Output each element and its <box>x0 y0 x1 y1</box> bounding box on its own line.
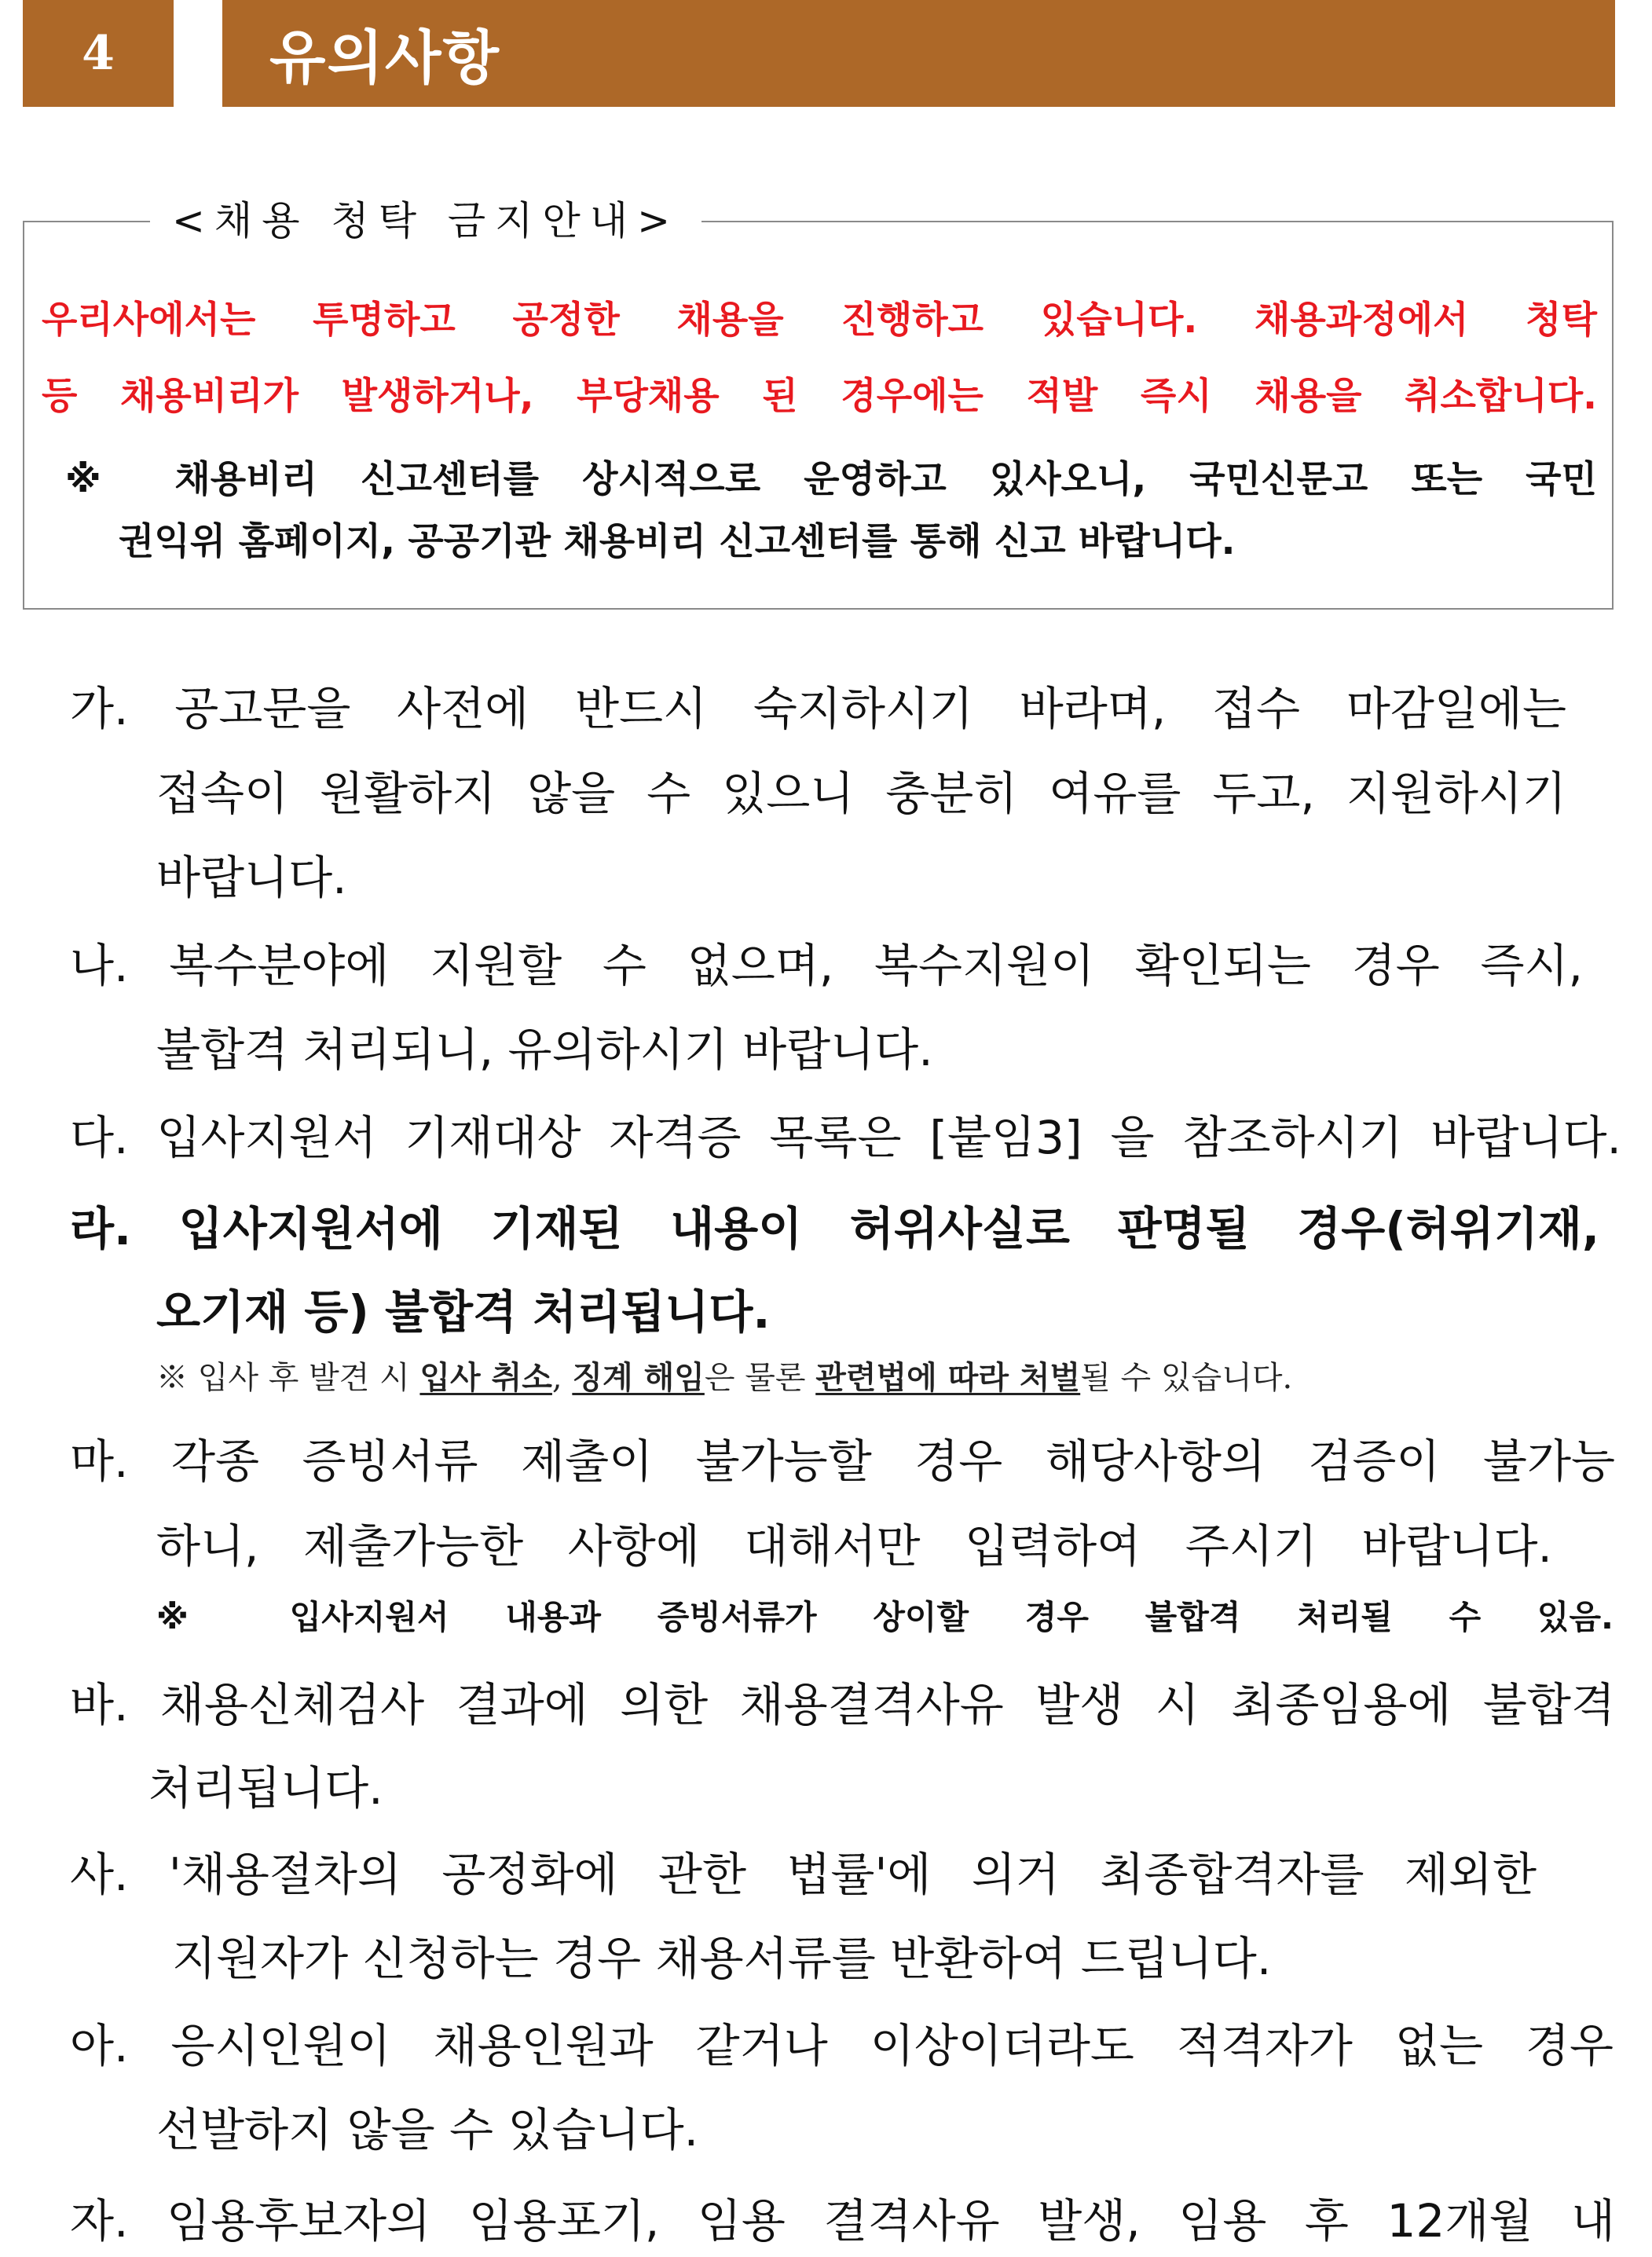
section-header-bar <box>222 0 1615 107</box>
item-ba-line-2: 처리됩니다. <box>148 1761 383 1815</box>
item-ra-line-1: 라. 입사지원서에 기재된 내용이 허위사실로 판명될 경우(허위기재, <box>70 1202 1599 1255</box>
item-ra-note <box>156 1354 1292 1401</box>
notice-report-line-1: ※ 채용비리 신고센터를 상시적으로 운영하고 있사오니, 국민신문고 또는 국민 <box>65 458 1597 501</box>
notice-red-line-1: 우리사에서는 투명하고 공정한 채용을 진행하고 있습니다. 채용과정에서 청탁 <box>42 299 1597 342</box>
item-sa-line-1: 사. '채용절차의 공정화에 관한 법률'에 의거 최종합격자를 제외한 <box>70 1848 1537 1901</box>
item-ga-line-2: 접속이 원활하지 않을 수 있으니 충분히 여유를 두고, 지원하시기 <box>156 767 1566 820</box>
ra-note-cancel: 입사 취소 <box>419 1359 552 1396</box>
item-a-line-2: 선발하지 않을 수 있습니다. <box>156 2103 699 2156</box>
item-ma-note: ※ 입사지원서 내용과 증빙서류가 상이할 경우 불합격 처리될 수 있음. <box>156 1598 1614 1636</box>
item-a-line-1: 아. 응시인원이 채용인원과 같거나 이상이더라도 적격자가 없는 경우 <box>70 2019 1614 2072</box>
notice-title: <채용 청탁 금지안내> <box>150 191 701 251</box>
section-number: 4 <box>23 0 174 107</box>
item-ba-line-1: 바. 채용신체검사 결과에 의한 채용결격사유 발생 시 최종임용에 불합격 <box>70 1678 1615 1731</box>
notice-red-line-2: 등 채용비리가 발생하거나, 부당채용 된 경우에는 적발 즉시 채용을 취소합니다. <box>42 375 1597 418</box>
ra-note-suffix: 될 수 있습니다. <box>1080 1360 1293 1396</box>
ra-note-dismissal: 징계 해임 <box>572 1359 705 1396</box>
item-ga-line-1: 가. 공고문을 사전에 반드시 숙지하시기 바라며, 접수 마감일에는 <box>70 682 1566 735</box>
notice-report-line-2: 권익위 홈페이지, 공공기관 채용비리 신고센터를 통해 신고 바랍니다. <box>119 520 1236 563</box>
item-na-line-2: 불합격 처리되니, 유의하시기 바랍니다. <box>156 1023 933 1076</box>
item-ma-line-1: 마. 각종 증빙서류 제출이 불가능할 경우 해당사항의 검증이 불가능 <box>70 1434 1615 1488</box>
ra-note-mid: 은 물론 <box>704 1360 816 1396</box>
item-sa-line-2: 지원자가 신청하는 경우 채용서류를 반환하여 드립니다. <box>172 1932 1272 1985</box>
notice-box <box>23 198 1614 610</box>
item-da-line-1: 다. 입사지원서 기재대상 자격증 목록은 [붙임3] 을 참조하시기 바랍니다. <box>70 1111 1621 1164</box>
section-title: 유의사항 <box>269 24 500 92</box>
ra-note-punishment: 관련법에 따라 처벌 <box>815 1359 1081 1396</box>
item-ja-line-1: 자. 임용후보자의 임용포기, 임용 결격사유 발생, 임용 후 12개월 내 <box>70 2194 1615 2248</box>
item-ma-line-2: 하니, 제출가능한 사항에 대해서만 입력하여 주시기 바랍니다. <box>156 1519 1552 1573</box>
item-ra-line-2: 오기재 등) 불합격 처리됩니다. <box>156 1285 771 1339</box>
item-ga-line-3: 바랍니다. <box>156 851 347 904</box>
item-na-line-1: 나. 복수분야에 지원할 수 없으며, 복수지원이 확인되는 경우 즉시, <box>70 939 1583 992</box>
ra-note-prefix: ※ 입사 후 발견 시 <box>156 1360 420 1396</box>
ra-note-sep: , <box>551 1360 573 1396</box>
